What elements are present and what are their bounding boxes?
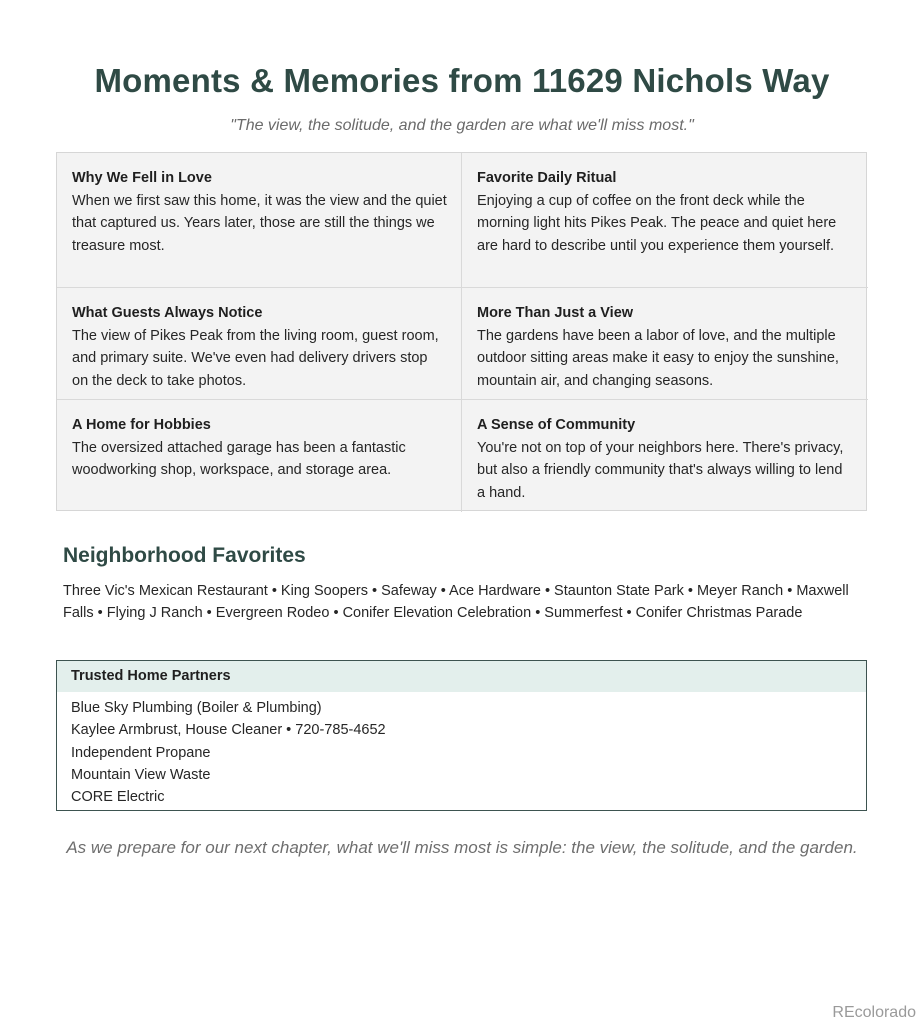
memory-heading: A Home for Hobbies <box>72 417 211 433</box>
closing-note: As we prepare for our next chapter, what we'll miss most is simple: the view, the solitude, and the garden. <box>66 838 858 857</box>
neighborhood-favorites-text: Three Vic's Mexican Restaurant • King Soopers • Safeway • Ace Hardware • Staunton State Park • Meyer Ranch • Maxwell Falls • Flying J Ranch • Evergreen Rodeo • Conifer Elevation Celebration • Summerfest • Conifer Christmas Parade <box>63 583 849 621</box>
memory-heading: A Sense of Community <box>477 417 636 433</box>
memory-body: Enjoying a cup of coffee on the front deck while the morning light hits Pikes Peak. The peace and quiet here are hard to describe until you experience them yourself. <box>477 192 837 254</box>
memory-cell <box>462 400 868 512</box>
memory-body: The oversized attached garage has been a fantastic woodworking shop, workspace, and storage area. <box>72 439 406 478</box>
partner-item: Mountain View Waste <box>71 766 211 783</box>
page-title: Moments & Memories from 11629 Nichols Way <box>94 62 830 99</box>
memories-grid <box>56 152 867 511</box>
partners-box <box>56 660 867 811</box>
memory-heading: What Guests Always Notice <box>72 305 263 321</box>
memory-cell <box>462 288 868 400</box>
memory-body: When we first saw this home, it was the view and the quiet that captured us. Years later, those are still the things we treasure most. <box>72 192 447 254</box>
memory-heading: Why We Fell in Love <box>72 170 212 186</box>
memory-cell <box>57 153 462 288</box>
memory-heading: Favorite Daily Ritual <box>477 170 617 186</box>
partners-list <box>57 692 866 808</box>
partner-item: Blue Sky Plumbing (Boiler & Plumbing) <box>71 700 322 716</box>
watermark: REcolorado <box>832 1004 916 1021</box>
memory-body: The gardens have been a labor of love, and the multiple outdoor sitting areas make it easy to enjoy the sunshine, mountain air, and changing seasons. <box>477 327 839 389</box>
memory-cell <box>462 153 868 288</box>
neighborhood-heading: Neighborhood Favorites <box>63 544 306 567</box>
memory-body: You're not on top of your neighbors here. There's privacy, but also a friendly community that's always willing to lend a hand. <box>477 439 844 501</box>
partner-item: CORE Electric <box>71 789 165 806</box>
partner-item: Kaylee Armbrust, House Cleaner • 720-785-4652 <box>71 722 386 739</box>
memory-cell <box>57 400 462 512</box>
subtitle-quote: "The view, the solitude, and the garden are what we'll miss most." <box>230 117 694 134</box>
memory-cell <box>57 288 462 400</box>
memory-body: The view of Pikes Peak from the living room, guest room, and primary suite. We've even had delivery drivers stop on the deck to take photos. <box>72 327 439 389</box>
partners-header: Trusted Home Partners <box>57 661 866 692</box>
memory-heading: More Than Just a View <box>477 305 634 321</box>
partner-item: Independent Propane <box>71 744 211 761</box>
